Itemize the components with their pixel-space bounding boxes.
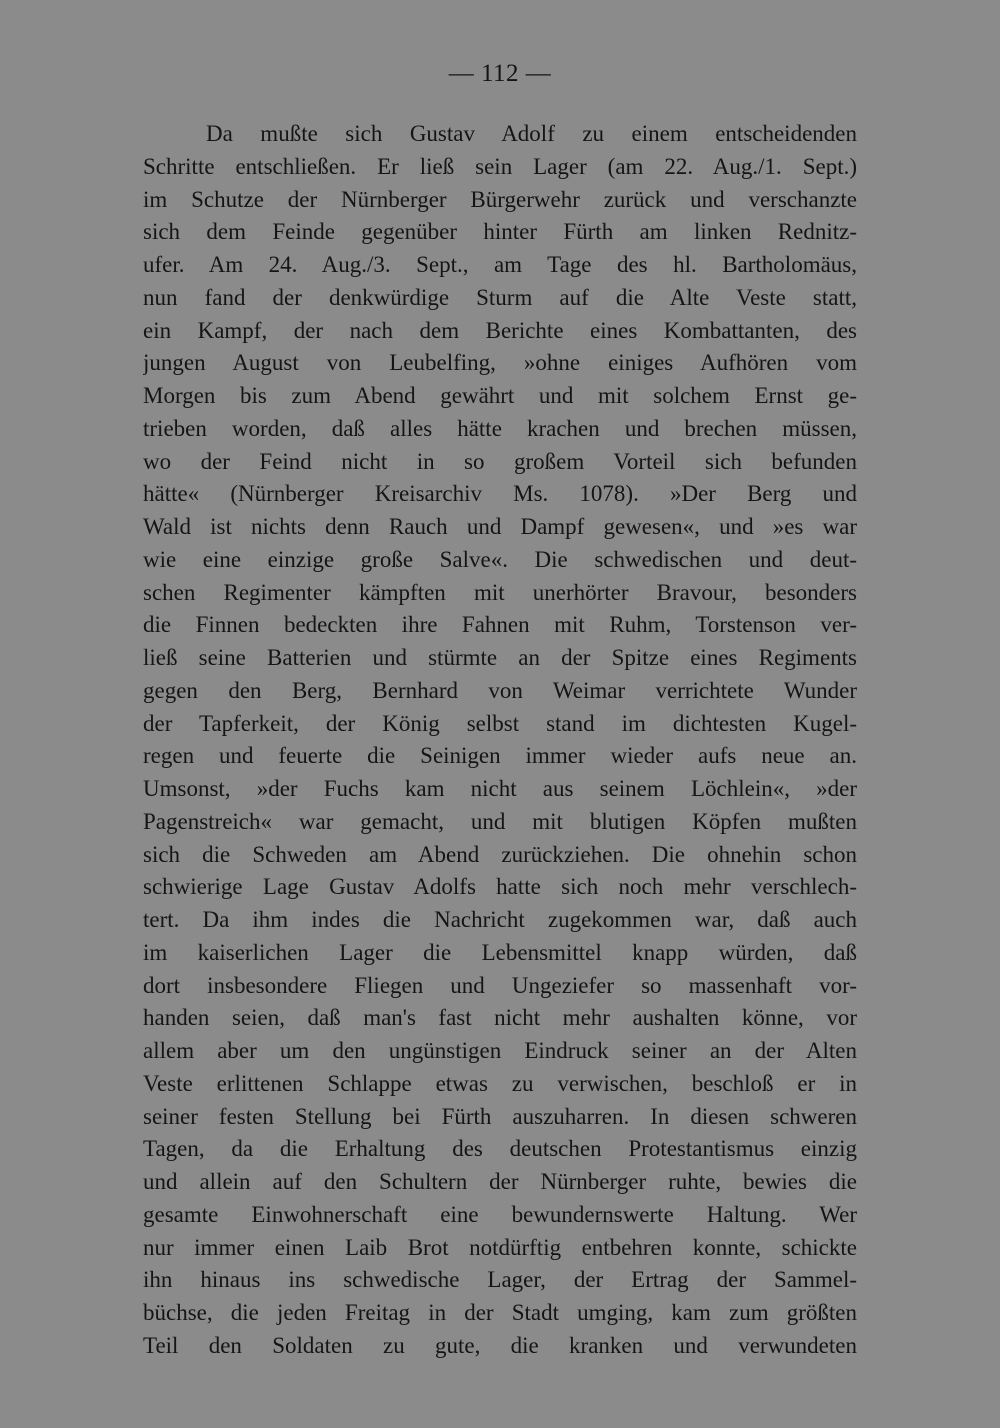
text-line: trieben worden, daß alles hätte krachen und brechen müssen, <box>143 415 857 441</box>
text-line: dort insbesondere Fliegen und Ungeziefer so massenhaft vor- <box>143 972 857 998</box>
text-line: regen und feuerte die Seinigen immer wieder aufs neue an. <box>143 743 857 769</box>
text-line: schwierige Lage Gustav Adolfs hatte sich noch mehr verschlech- <box>143 874 857 900</box>
text-line: seiner festen Stellung bei Fürth auszuharren. In diesen schweren <box>143 1103 857 1129</box>
text-line: Tagen, da die Erhaltung des deutschen Protestantismus einzig <box>143 1136 857 1162</box>
text-line: ein Kampf, der nach dem Berichte eines Kombattanten, des <box>143 317 857 343</box>
text-line: büchse, die jeden Freitag in der Stadt umging, kam zum größten <box>143 1300 857 1325</box>
text-line: gesamte Einwohnerschaft eine bewundernswerte Haltung. Wer <box>143 1201 857 1227</box>
text-line: allem aber um den ungünstigen Eindruck seiner an der Alten <box>143 1038 857 1063</box>
body-text <box>143 118 857 1363</box>
text-line: nur immer einen Laib Brot notdürftig entbehren konnte, schickte <box>143 1234 857 1260</box>
text-line: und allein auf den Schultern der Nürnberger ruhte, bewies die <box>143 1169 857 1194</box>
text-line: hätte« (Nürnberger Kreisarchiv Ms. 1078). »Der Berg und <box>143 481 857 507</box>
text-line: tert. Da ihm indes die Nachricht zugekommen war, daß auch <box>143 907 857 932</box>
text-line: ließ seine Batterien und stürmte an der Spitze eines Regiments <box>143 645 857 670</box>
text-line: wo der Feind nicht in so großem Vorteil sich befunden <box>143 448 857 474</box>
text-line: die Finnen bedeckten ihre Fahnen mit Ruhm, Torstenson ver- <box>143 612 857 638</box>
text-line: schen Regimenter kämpften mit unerhörter Bravour, besonders <box>143 579 857 605</box>
text-line: Morgen bis zum Abend gewährt und mit solchem Ernst ge- <box>143 383 857 408</box>
text-line: wie eine einzige große Salve«. Die schwedischen und deut- <box>143 546 857 572</box>
text-line: Teil den Soldaten zu gute, die kranken und verwundeten <box>143 1332 857 1358</box>
text-line: jungen August von Leubelfing, »ohne einiges Aufhören vom <box>143 350 857 376</box>
text-line: nun fand der denkwürdige Sturm auf die Alte Veste statt, <box>143 284 857 310</box>
text-line: sich dem Feinde gegenüber hinter Fürth am linken Rednitz- <box>143 219 857 245</box>
text-line: Pagenstreich« war gemacht, und mit blutigen Köpfen mußten <box>143 808 857 834</box>
text-line: Schritte entschließen. Er ließ sein Lager (am 22. Aug./1. Sept.) <box>143 153 857 179</box>
text-line: ihn hinaus ins schwedische Lager, der Ertrag der Sammel- <box>143 1267 857 1293</box>
text-line: der Tapferkeit, der König selbst stand im dichtesten Kugel- <box>143 710 857 736</box>
text-line: sich die Schweden am Abend zurückziehen. Die ohnehin schon <box>143 841 857 867</box>
text-line: Veste erlittenen Schlappe etwas zu verwischen, beschloß er in <box>143 1070 857 1096</box>
text-line: im Schutze der Nürnberger Bürgerwehr zurück und verschanzte <box>143 186 857 212</box>
text-line: Umsonst, »der Fuchs kam nicht aus seinem Löchlein«, »der <box>143 776 857 801</box>
text-line: Da mußte sich Gustav Adolf zu einem entscheidenden <box>206 121 857 146</box>
text-line: gegen den Berg, Bernhard von Weimar verrichtete Wunder <box>143 677 857 703</box>
text-line: handen seien, daß man's fast nicht mehr aushalten könne, vor <box>143 1005 857 1031</box>
text-line: Wald ist nichts denn Rauch und Dampf gewesen«, und »es war <box>143 514 857 539</box>
text-line: ufer. Am 24. Aug./3. Sept., am Tage des hl. Bartholomäus, <box>143 252 857 277</box>
text-line: im kaiserlichen Lager die Lebensmittel knapp würden, daß <box>143 939 857 965</box>
page-number: — 112 — <box>448 60 552 87</box>
